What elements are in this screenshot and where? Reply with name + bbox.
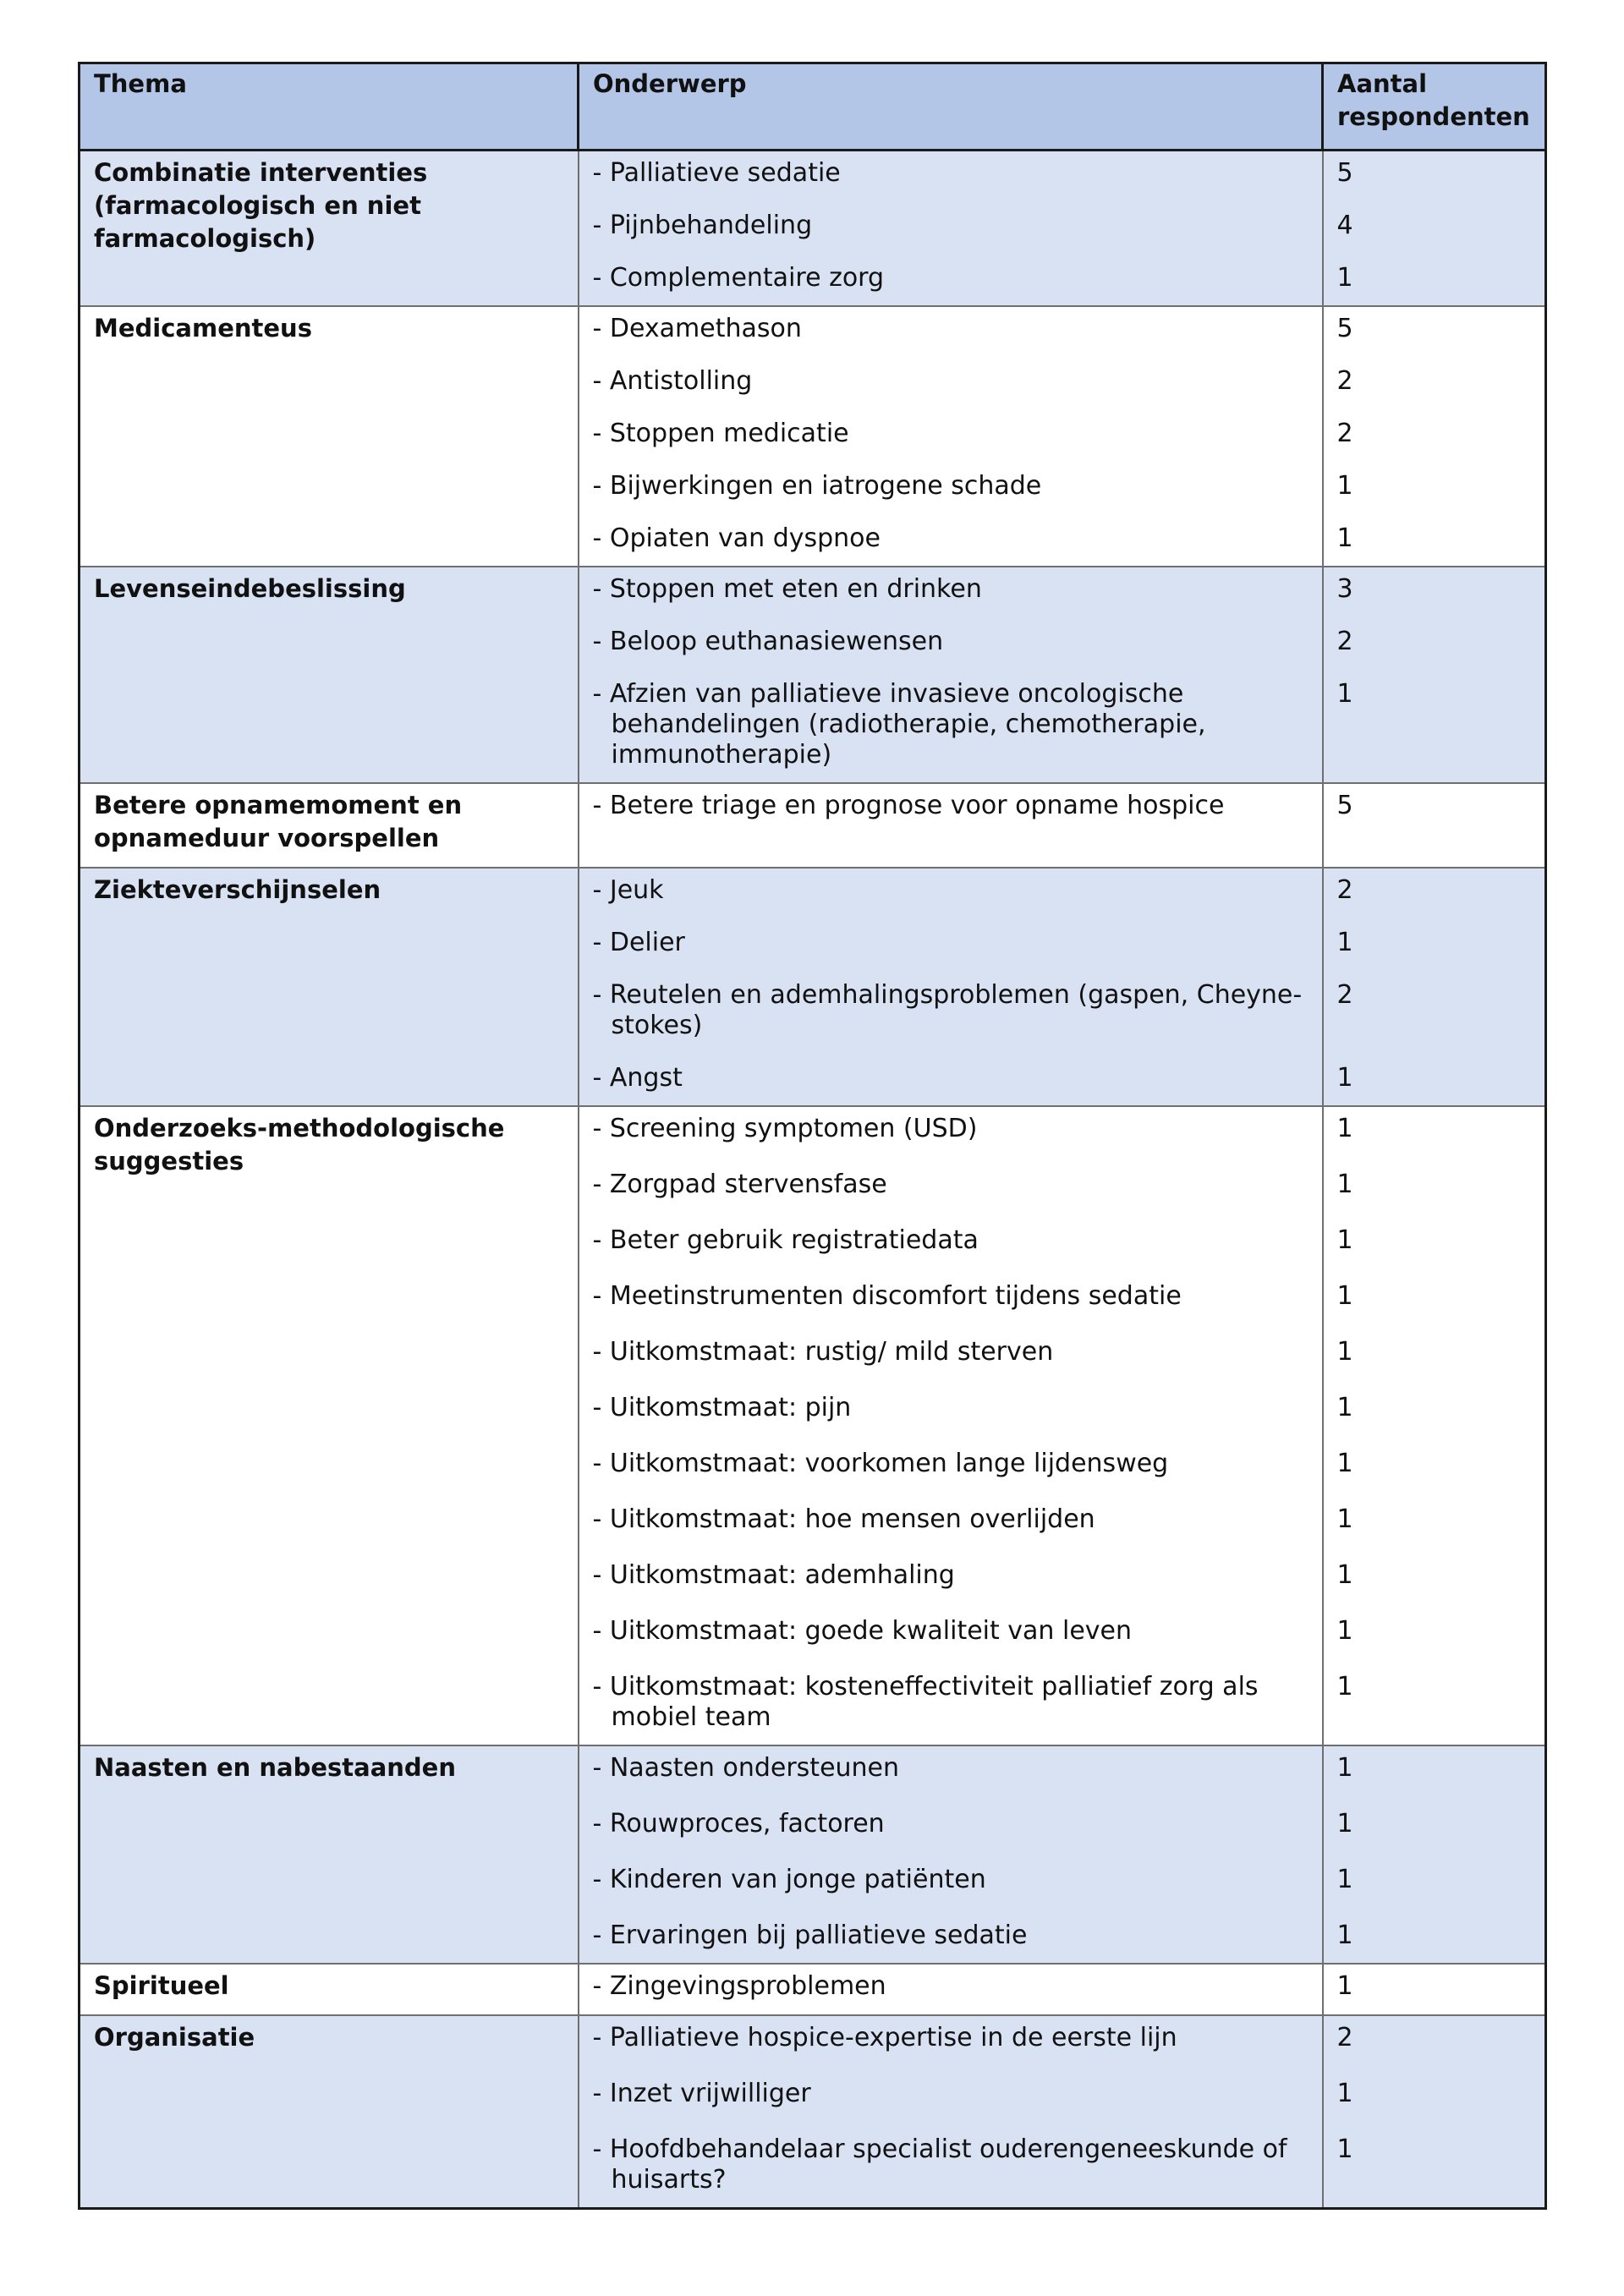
topic-item: - Jeuk bbox=[592, 875, 664, 905]
topic-item: - Stoppen met eten en drinken bbox=[592, 574, 982, 604]
respondent-count: 1 bbox=[1336, 1063, 1353, 1093]
topic-item: - Beter gebruik registratiedata bbox=[592, 1225, 979, 1255]
respondent-count: 1 bbox=[1336, 1921, 1353, 1950]
topic-cell bbox=[579, 567, 1323, 783]
respondent-count: 2 bbox=[1336, 2023, 1353, 2052]
topic-item: - Betere triage en prognose voor opname hospice bbox=[592, 791, 1225, 820]
table-row bbox=[80, 1745, 1546, 1964]
respondent-count: 1 bbox=[1336, 679, 1353, 709]
topic-item: - Stoppen medicatie bbox=[592, 419, 849, 448]
topic-cell bbox=[579, 306, 1323, 567]
topic-item: - Uitkomstmaat: pijn bbox=[592, 1393, 852, 1422]
topic-item: - Zorgpad stervensfase bbox=[592, 1170, 887, 1199]
respondent-count: 1 bbox=[1336, 1337, 1353, 1367]
theme-cell: Ziekteverschijnselen bbox=[80, 868, 579, 1106]
respondent-count: 1 bbox=[1336, 1616, 1353, 1646]
respondent-count: 1 bbox=[1336, 928, 1353, 957]
respondent-count: 4 bbox=[1336, 211, 1353, 240]
theme-cell: Levenseindebeslissing bbox=[80, 567, 579, 783]
respondent-count: 2 bbox=[1336, 366, 1353, 396]
respondent-count: 1 bbox=[1336, 1114, 1353, 1143]
respondent-count: 2 bbox=[1336, 875, 1353, 905]
topic-item: - Uitkomstmaat: kosteneffectiviteit palliatief zorg als mobiel team bbox=[592, 1672, 1259, 1732]
table-row bbox=[80, 1964, 1546, 2015]
topic-item: - Beloop euthanasiewensen bbox=[592, 627, 944, 656]
respondent-count: 1 bbox=[1336, 1809, 1353, 1838]
header-count: Aantal respondenten bbox=[1323, 63, 1546, 151]
count-cell bbox=[1323, 306, 1546, 567]
table-header-row bbox=[80, 63, 1546, 151]
research-topics-table bbox=[78, 62, 1547, 2210]
topic-item: - Angst bbox=[592, 1063, 683, 1093]
table-row bbox=[80, 868, 1546, 1106]
topic-item: - Uitkomstmaat: hoe mensen overlijden bbox=[592, 1504, 1095, 1534]
topic-item: - Ervaringen bij palliatieve sedatie bbox=[592, 1921, 1028, 1950]
topic-cell bbox=[579, 868, 1323, 1106]
respondent-count: 2 bbox=[1336, 980, 1353, 1010]
respondent-count: 1 bbox=[1336, 1971, 1353, 2001]
header-theme: Thema bbox=[80, 63, 579, 151]
respondent-count: 1 bbox=[1336, 1281, 1353, 1311]
topic-item: - Naasten ondersteunen bbox=[592, 1753, 900, 1783]
table-row bbox=[80, 2015, 1546, 2209]
respondent-count: 5 bbox=[1336, 791, 1353, 820]
topic-item: - Uitkomstmaat: rustig/ mild sterven bbox=[592, 1337, 1054, 1367]
topic-cell bbox=[579, 1106, 1323, 1745]
theme-cell: Naasten en nabestaanden bbox=[80, 1745, 579, 1964]
topic-item: - Rouwproces, factoren bbox=[592, 1809, 885, 1838]
respondent-count: 1 bbox=[1336, 1170, 1353, 1199]
topic-item: - Uitkomstmaat: goede kwaliteit van leven bbox=[592, 1616, 1132, 1646]
count-cell bbox=[1323, 567, 1546, 783]
table-body bbox=[80, 151, 1546, 2209]
table-row bbox=[80, 1106, 1546, 1745]
topic-item: - Kinderen van jonge patiënten bbox=[592, 1865, 986, 1894]
table-row bbox=[80, 783, 1546, 868]
table-row bbox=[80, 151, 1546, 307]
theme-cell: Spiritueel bbox=[80, 1964, 579, 2015]
topic-item: - Screening symptomen (USD) bbox=[592, 1114, 978, 1143]
theme-cell: Combinatie interventies (farmacologisch en niet farmacologisch) bbox=[80, 151, 579, 307]
topic-cell bbox=[579, 1745, 1323, 1964]
respondent-count: 2 bbox=[1336, 627, 1353, 656]
topic-item: - Delier bbox=[592, 928, 685, 957]
topic-item: - Uitkomstmaat: ademhaling bbox=[592, 1560, 955, 1590]
respondent-count: 1 bbox=[1336, 1865, 1353, 1894]
topic-item: - Zingevingsproblemen bbox=[592, 1971, 886, 2001]
respondent-count: 3 bbox=[1336, 574, 1353, 604]
count-cell bbox=[1323, 783, 1546, 868]
count-cell bbox=[1323, 868, 1546, 1106]
respondent-count: 1 bbox=[1336, 523, 1353, 553]
count-cell bbox=[1323, 2015, 1546, 2209]
topic-item: - Opiaten van dyspnoe bbox=[592, 523, 881, 553]
topic-cell bbox=[579, 2015, 1323, 2209]
topic-cell bbox=[579, 783, 1323, 868]
respondent-count: 1 bbox=[1336, 1225, 1353, 1255]
topic-item: - Reutelen en ademhalingsproblemen (gaspen, Cheyne-stokes) bbox=[592, 980, 1303, 1040]
respondent-count: 5 bbox=[1336, 158, 1353, 188]
respondent-count: 5 bbox=[1336, 314, 1353, 343]
respondent-count: 1 bbox=[1336, 1393, 1353, 1422]
topic-item: - Dexamethason bbox=[592, 314, 802, 343]
respondent-count: 1 bbox=[1336, 471, 1353, 501]
topic-item: - Bijwerkingen en iatrogene schade bbox=[592, 471, 1042, 501]
document-page bbox=[78, 62, 1544, 2210]
respondent-count: 1 bbox=[1336, 1753, 1353, 1783]
topic-item: - Afzien van palliatieve invasieve oncologische behandelingen (radiotherapie, chemotherapie, immunotherapie) bbox=[592, 679, 1206, 770]
count-cell bbox=[1323, 1745, 1546, 1964]
topic-cell bbox=[579, 151, 1323, 307]
topic-item: - Complementaire zorg bbox=[592, 263, 885, 293]
table-row bbox=[80, 306, 1546, 567]
topic-item: - Palliatieve sedatie bbox=[592, 158, 841, 188]
topic-item: - Inzet vrijwilliger bbox=[592, 2079, 811, 2108]
theme-cell: Organisatie bbox=[80, 2015, 579, 2209]
topic-item: - Palliatieve hospice-expertise in de eerste lijn bbox=[592, 2023, 1177, 2052]
count-cell bbox=[1323, 151, 1546, 307]
topic-item: - Antistolling bbox=[592, 366, 753, 396]
count-cell bbox=[1323, 1106, 1546, 1745]
header-topic: Onderwerp bbox=[579, 63, 1323, 151]
count-cell bbox=[1323, 1964, 1546, 2015]
topic-item: - Meetinstrumenten discomfort tijdens sedatie bbox=[592, 1281, 1182, 1311]
respondent-count: 1 bbox=[1336, 1672, 1353, 1701]
theme-cell: Medicamenteus bbox=[80, 306, 579, 567]
respondent-count: 1 bbox=[1336, 1504, 1353, 1534]
respondent-count: 2 bbox=[1336, 419, 1353, 448]
topic-cell bbox=[579, 1964, 1323, 2015]
theme-cell: Onderzoeks-methodologische suggesties bbox=[80, 1106, 579, 1745]
topic-item: - Pijnbehandeling bbox=[592, 211, 813, 240]
respondent-count: 1 bbox=[1336, 2079, 1353, 2108]
respondent-count: 1 bbox=[1336, 263, 1353, 293]
topic-item: - Hoofdbehandelaar specialist ouderengeneeskunde of huisarts? bbox=[592, 2134, 1287, 2195]
theme-cell: Betere opnamemoment en opnameduur voorspellen bbox=[80, 783, 579, 868]
topic-item: - Uitkomstmaat: voorkomen lange lijdensweg bbox=[592, 1449, 1169, 1478]
respondent-count: 1 bbox=[1336, 1449, 1353, 1478]
respondent-count: 1 bbox=[1336, 1560, 1353, 1590]
table-row bbox=[80, 567, 1546, 783]
respondent-count: 1 bbox=[1336, 2134, 1353, 2164]
